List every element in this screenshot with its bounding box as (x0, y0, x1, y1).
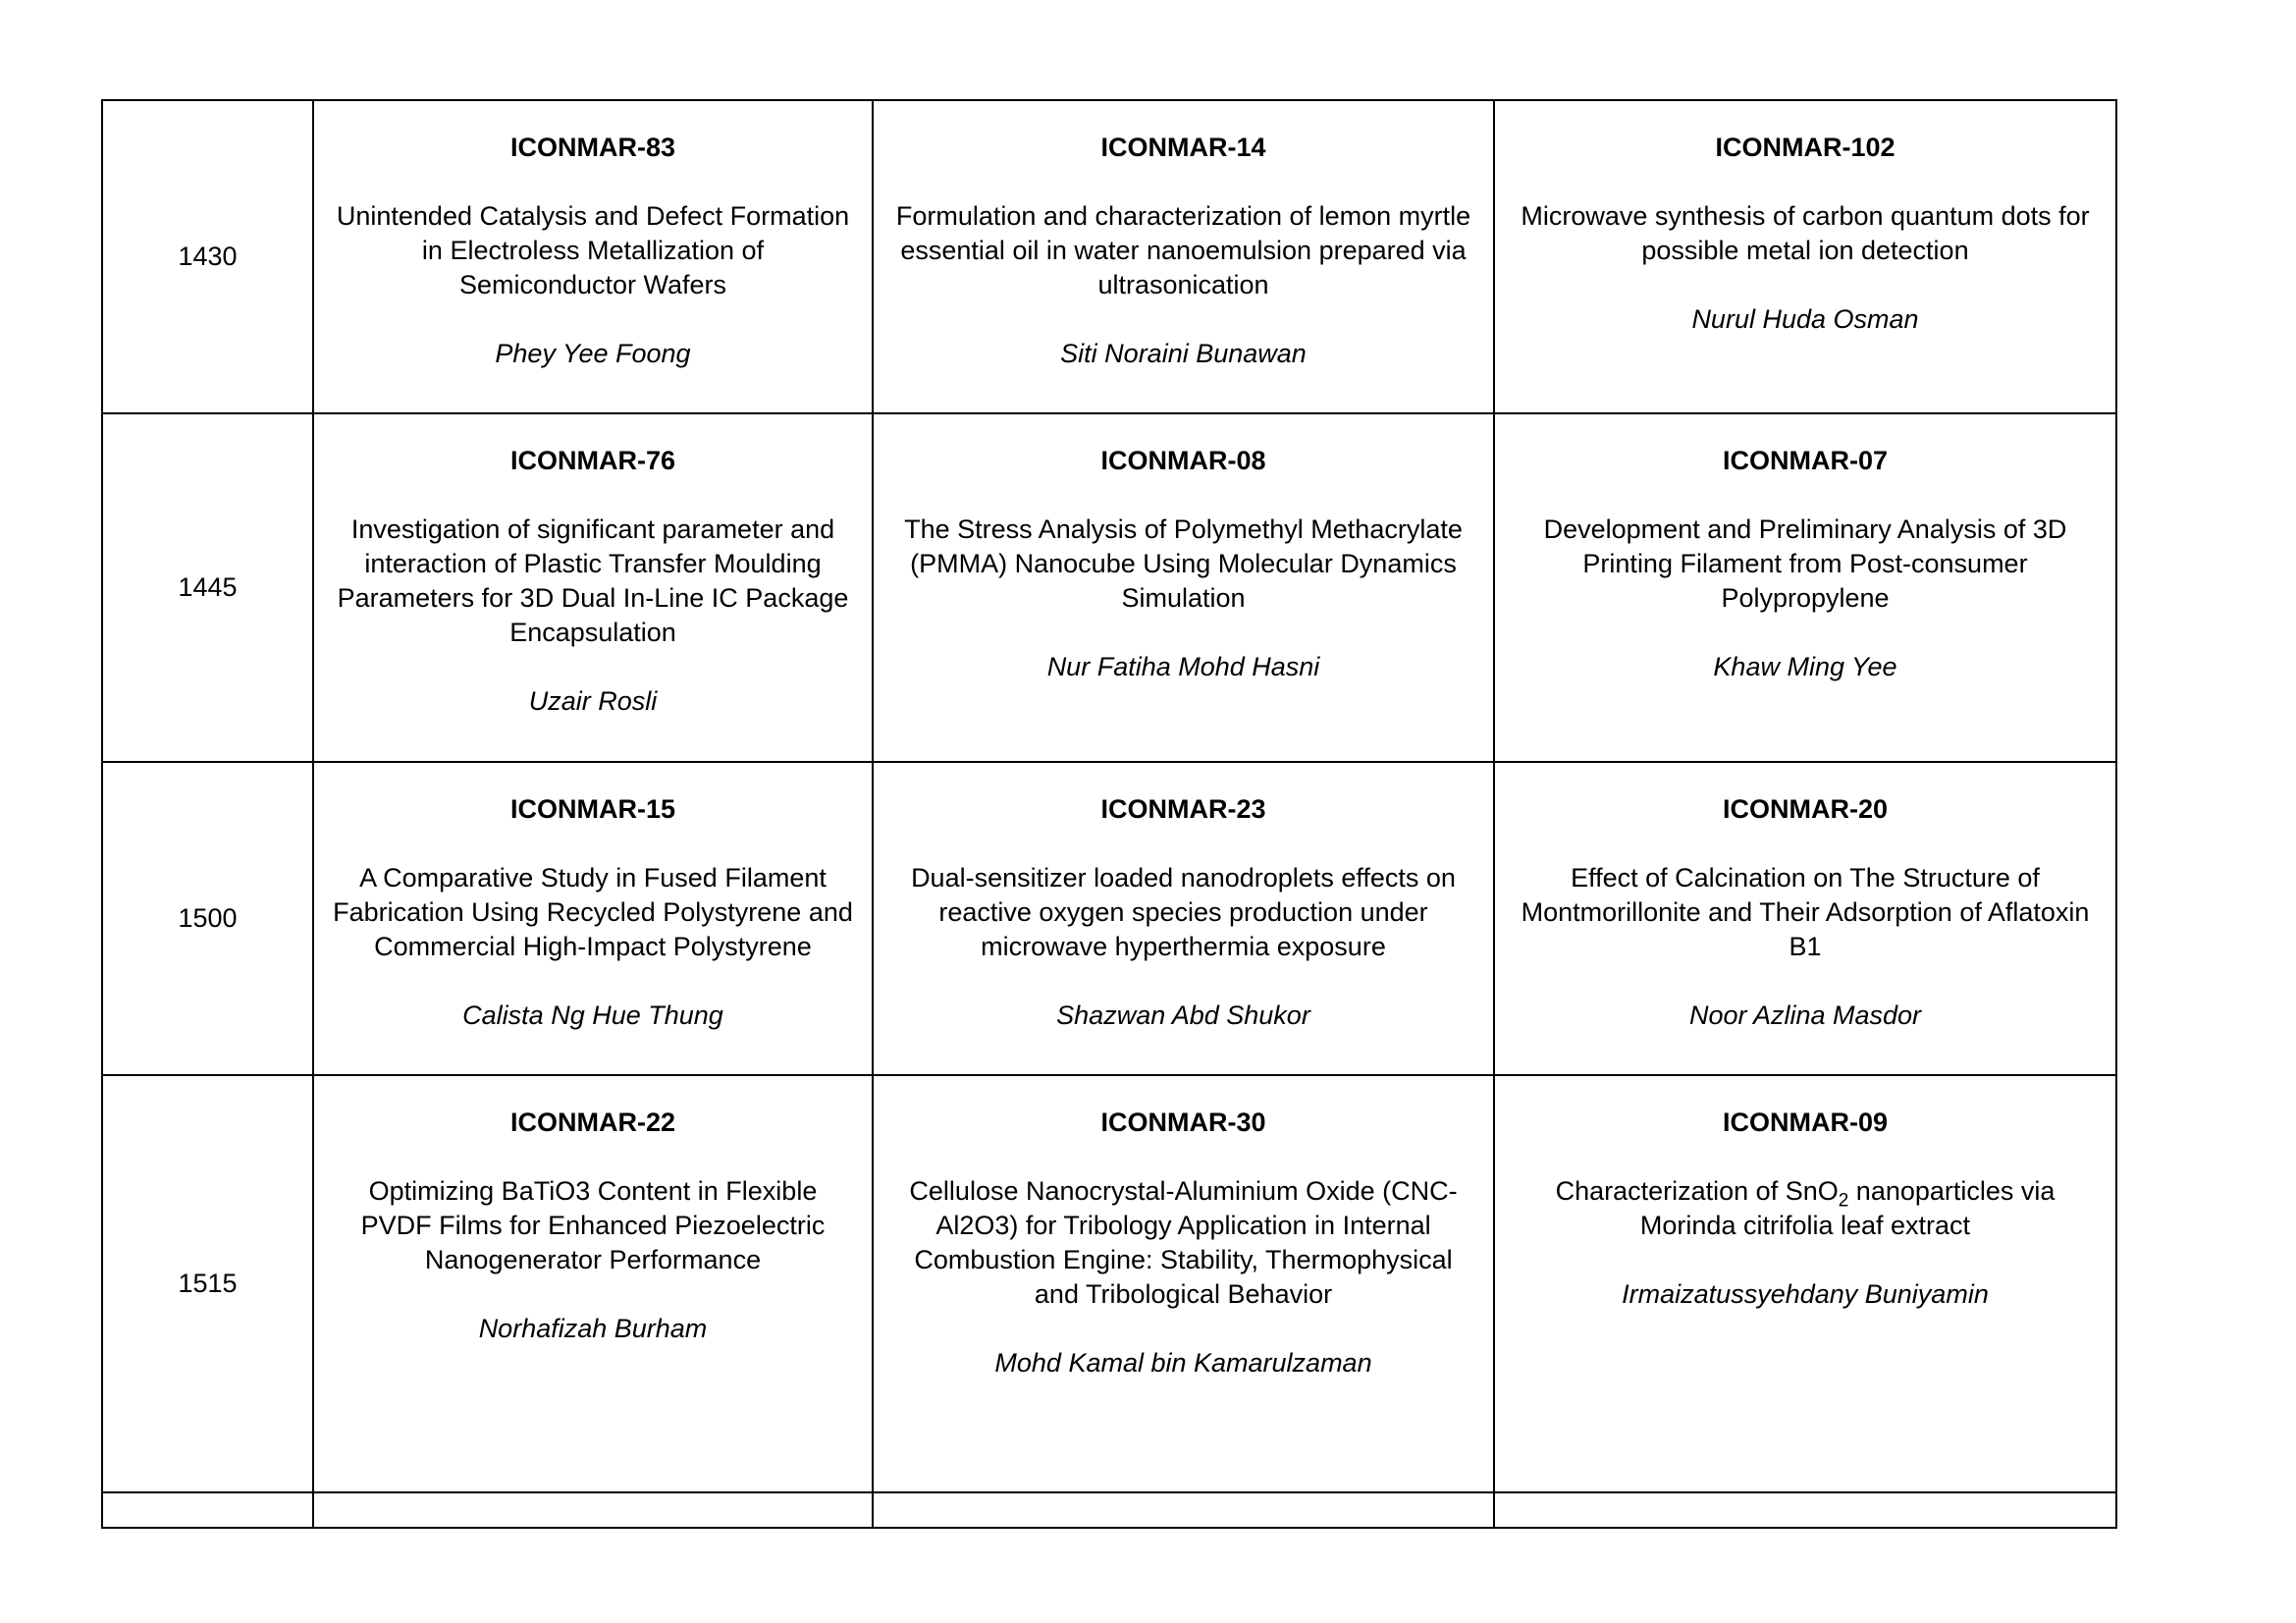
paper-title: The Stress Analysis of Polymethyl Methacrylate (PMMA) Nanocube Using Molecular Dynamics Simulation (904, 514, 1463, 613)
paper-author: Nurul Huda Osman (1691, 304, 1919, 334)
paper-title: A Comparative Study in Fused Filament Fabrication Using Recycled Polystyrene and Commercial High-Impact Polystyrene (333, 863, 853, 961)
paper-id: ICONMAR-76 (509, 446, 675, 475)
paper-title: Unintended Catalysis and Defect Formation in Electroless Metallization of Semiconductor Wafers (336, 201, 850, 299)
paper-cell (313, 762, 873, 1075)
table-row (102, 1075, 2116, 1492)
paper-title: Cellulose Nanocrystal-Aluminium Oxide (CNC-Al2O3) for Tribology Application in Internal Combustion Engine: Stability, Thermophysical and Tribological Behavior (909, 1176, 1458, 1309)
paper-author: Shazwan Abd Shukor (1056, 1001, 1310, 1030)
time-slot: 1430 (102, 100, 313, 413)
empty-cell (313, 1492, 873, 1528)
empty-cell (1494, 1492, 2116, 1528)
paper-id: ICONMAR-83 (509, 133, 675, 162)
paper-id: ICONMAR-15 (509, 794, 675, 824)
paper-cell (873, 413, 1494, 762)
table-row (102, 762, 2116, 1075)
paper-title: Dual-sensitizer loaded nanodroplets effects on reactive oxygen species production under microwave hyperthermia exposure (911, 863, 1456, 961)
paper-id: ICONMAR-20 (1722, 794, 1888, 824)
paper-id: ICONMAR-30 (1100, 1108, 1266, 1137)
paper-title: Development and Preliminary Analysis of 3D Printing Filament from Post-consumer Polypropylene (1543, 514, 2067, 613)
paper-author: Calista Ng Hue Thung (462, 1001, 723, 1030)
table-row (102, 100, 2116, 413)
paper-id: ICONMAR-23 (1100, 794, 1266, 824)
paper-author: Uzair Rosli (528, 686, 658, 716)
empty-cell (873, 1492, 1494, 1528)
paper-author: Nur Fatiha Mohd Hasni (1046, 652, 1320, 681)
schedule-table (101, 99, 2117, 1529)
paper-author: Norhafizah Burham (478, 1314, 708, 1343)
time-slot: 1515 (102, 1075, 313, 1492)
paper-cell (873, 762, 1494, 1075)
paper-title: Investigation of significant parameter and interaction of Plastic Transfer Moulding Parameters for 3D Dual In-Line IC Package Encapsulation (337, 514, 849, 647)
paper-cell (1494, 762, 2116, 1075)
time-slot: 1445 (102, 413, 313, 762)
paper-id: ICONMAR-09 (1722, 1108, 1888, 1137)
paper-title (1513, 1174, 2098, 1243)
paper-title: Effect of Calcination on The Structure of Montmorillonite and Their Adsorption of Aflatoxin B1 (1521, 863, 2090, 961)
paper-id: ICONMAR-14 (1100, 133, 1266, 162)
paper-cell (1494, 1075, 2116, 1492)
paper-cell (313, 100, 873, 413)
paper-cell (1494, 100, 2116, 413)
paper-title: Microwave synthesis of carbon quantum dots for possible metal ion detection (1521, 201, 2090, 265)
paper-author: Mohd Kamal bin Kamarulzaman (994, 1348, 1372, 1378)
paper-cell (313, 413, 873, 762)
paper-cell (313, 1075, 873, 1492)
paper-cell (1494, 413, 2116, 762)
empty-cell (102, 1492, 313, 1528)
paper-cell (873, 100, 1494, 413)
paper-author: Irmaizatussyehdany Buniyamin (1622, 1279, 1989, 1309)
paper-title-part: Characterization of SnO (1555, 1176, 1839, 1206)
paper-author: Noor Azlina Masdor (1688, 1001, 1922, 1030)
paper-id: ICONMAR-08 (1100, 446, 1266, 475)
paper-id: ICONMAR-22 (509, 1108, 675, 1137)
table-row-empty (102, 1492, 2116, 1528)
table-row (102, 413, 2116, 762)
paper-author: Phey Yee Foong (495, 339, 691, 368)
paper-id: ICONMAR-07 (1722, 446, 1888, 475)
paper-title: Optimizing BaTiO3 Content in Flexible PVDF Films for Enhanced Piezoelectric Nanogenerator Performance (360, 1176, 826, 1274)
paper-author: Siti Noraini Bunawan (1060, 339, 1307, 368)
paper-cell (873, 1075, 1494, 1492)
paper-title: Formulation and characterization of lemon myrtle essential oil in water nanoemulsion prepared via ultrasonication (895, 201, 1471, 299)
subscript: 2 (1838, 1190, 1849, 1212)
paper-title-part: nanoparticles via Morinda citrifolia leaf extract (1639, 1176, 2056, 1240)
paper-author: Khaw Ming Yee (1713, 652, 1897, 681)
time-slot: 1500 (102, 762, 313, 1075)
paper-id: ICONMAR-102 (1715, 133, 1896, 162)
